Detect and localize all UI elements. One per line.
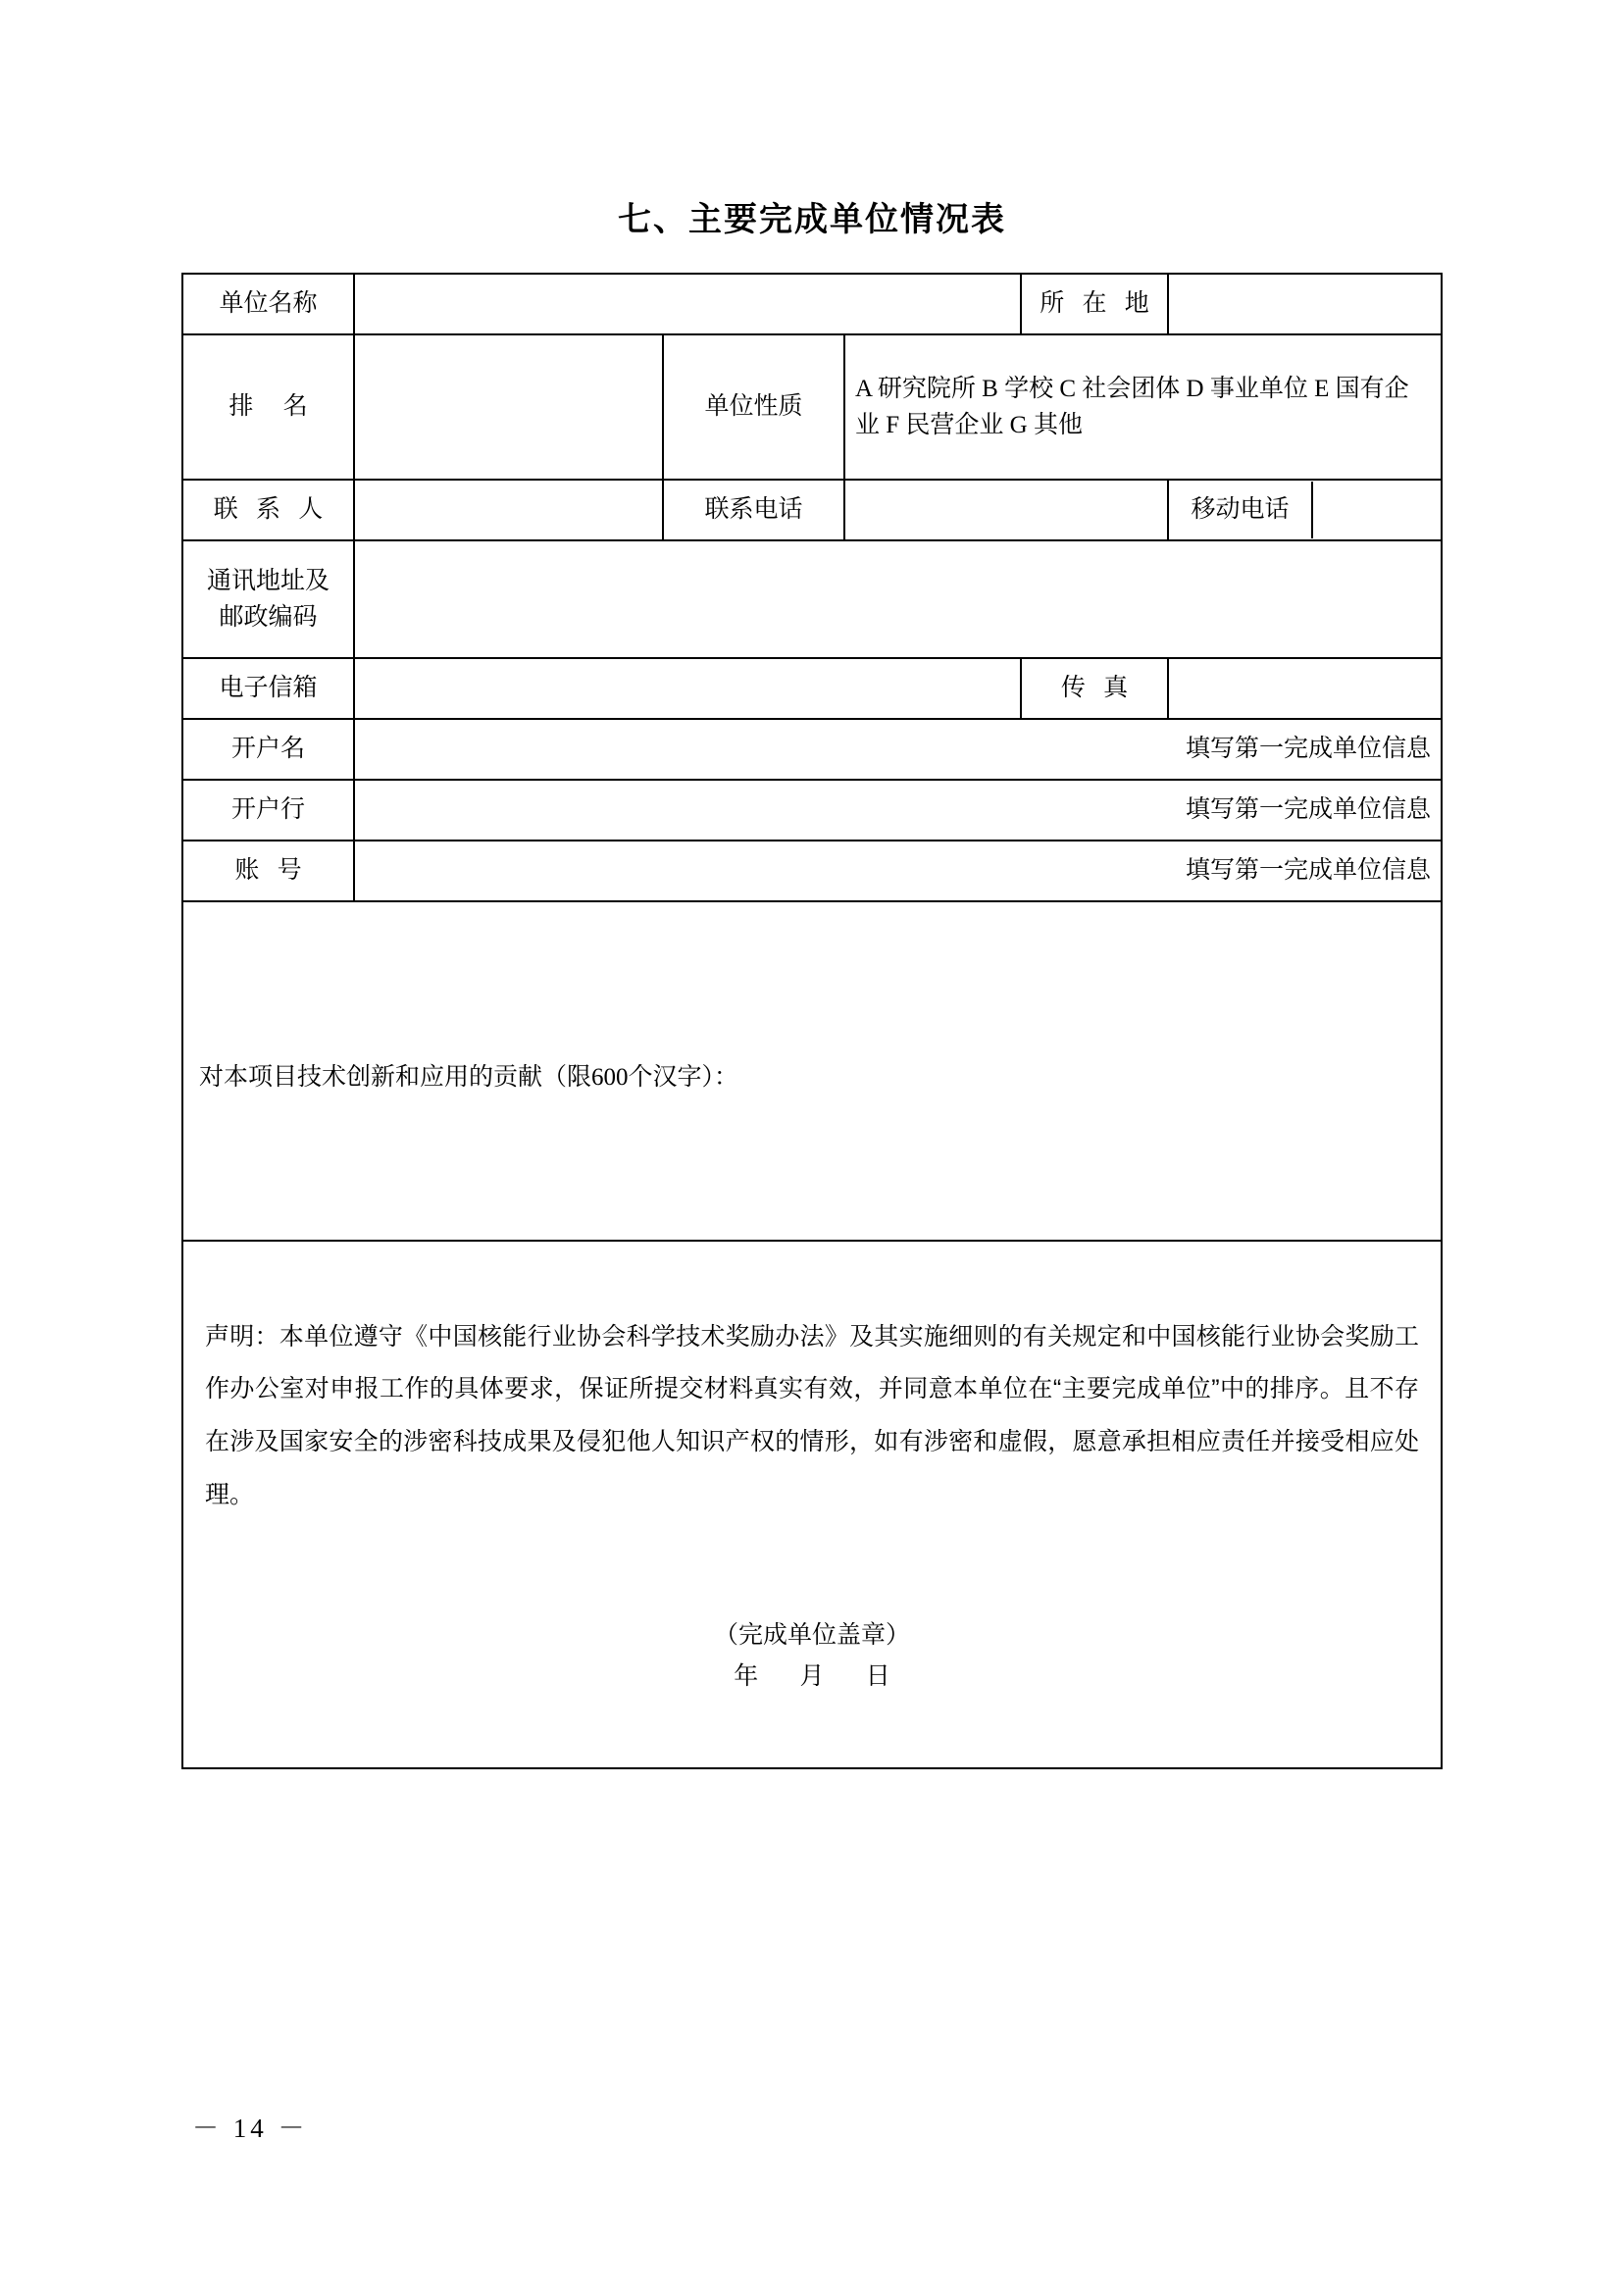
mobile-cell-group xyxy=(1168,480,1442,540)
page-title: 七、主要完成单位情况表 xyxy=(618,201,1006,238)
label-bank: 开户行 xyxy=(182,780,354,841)
label-email: 电子信箱 xyxy=(182,658,354,719)
table-row-contribution xyxy=(182,901,1442,1241)
table-row-bank xyxy=(182,780,1442,841)
seal-block xyxy=(205,1615,1419,1699)
table-row-unit-name xyxy=(182,274,1442,334)
unit-info-table xyxy=(181,273,1443,1769)
note-account-name[interactable]: 填写第一完成单位信息 xyxy=(354,719,1442,780)
field-rank[interactable] xyxy=(354,334,663,480)
table-row-rank-nature xyxy=(182,334,1442,480)
label-address xyxy=(182,540,354,658)
label-unit-name: 单位名称 xyxy=(182,274,354,334)
table-row-declaration xyxy=(182,1241,1442,1768)
page-number: － 14 － xyxy=(192,2114,309,2143)
note-bank[interactable]: 填写第一完成单位信息 xyxy=(354,780,1442,841)
field-location[interactable] xyxy=(1168,274,1442,334)
label-unit-nature: 单位性质 xyxy=(663,334,844,480)
unit-info-table-container xyxy=(181,273,1441,1769)
label-account-no: 账 号 xyxy=(182,841,354,901)
label-contact-phone: 联系电话 xyxy=(663,480,844,540)
table-row-account-name xyxy=(182,719,1442,780)
table-row-account-no xyxy=(182,841,1442,901)
field-fax[interactable] xyxy=(1168,658,1442,719)
note-account-no[interactable]: 填写第一完成单位信息 xyxy=(354,841,1442,901)
seal-date-line: 年 月 日 xyxy=(734,1663,908,1690)
field-mobile-phone[interactable] xyxy=(1312,482,1441,538)
label-location: 所 在 地 xyxy=(1021,274,1168,334)
table-row-contact xyxy=(182,480,1442,540)
label-address-line1: 通讯地址及 xyxy=(206,567,330,594)
declaration-text: 声明：本单位遵守《中国核能行业协会科学技术奖励办法》及其实施细则的有关规定和中国核能行业协会奖励工作办公室对申报工作的具体要求，保证所提交材料真实有效，并同意本单位在“主要完成单位”中的排序。且不存在涉及国家安全的涉密科技成果及侵犯他人知识产权的情形，如有涉密和虚假，愿意承担相应责任并接受相应处理。 xyxy=(205,1322,1419,1508)
field-contact-phone[interactable] xyxy=(844,480,1168,540)
field-email[interactable] xyxy=(354,658,1021,719)
seal-label: （完成单位盖章） xyxy=(713,1621,910,1649)
label-address-line2: 邮政编码 xyxy=(219,604,318,631)
label-rank: 排 名 xyxy=(182,334,354,480)
label-fax: 传 真 xyxy=(1021,658,1168,719)
label-contribution: 对本项目技术创新和应用的贡献（限600个汉字）： xyxy=(199,1064,739,1092)
field-unit-nature-options[interactable]: A 研究院所 B 学校 C 社会团体 D 事业单位 E 国有企业 F 民营企业 G 其他 xyxy=(844,334,1442,480)
table-row-email-fax xyxy=(182,658,1442,719)
field-unit-name[interactable] xyxy=(354,274,1021,334)
declaration-block xyxy=(182,1241,1442,1768)
table-row-address xyxy=(182,540,1442,658)
field-contribution[interactable] xyxy=(182,901,1442,1241)
label-mobile-phone: 移动电话 xyxy=(1169,482,1312,538)
field-address[interactable] xyxy=(354,540,1442,658)
field-contact-person[interactable] xyxy=(354,480,663,540)
label-account-name: 开户名 xyxy=(182,719,354,780)
label-contact-person: 联 系 人 xyxy=(182,480,354,540)
